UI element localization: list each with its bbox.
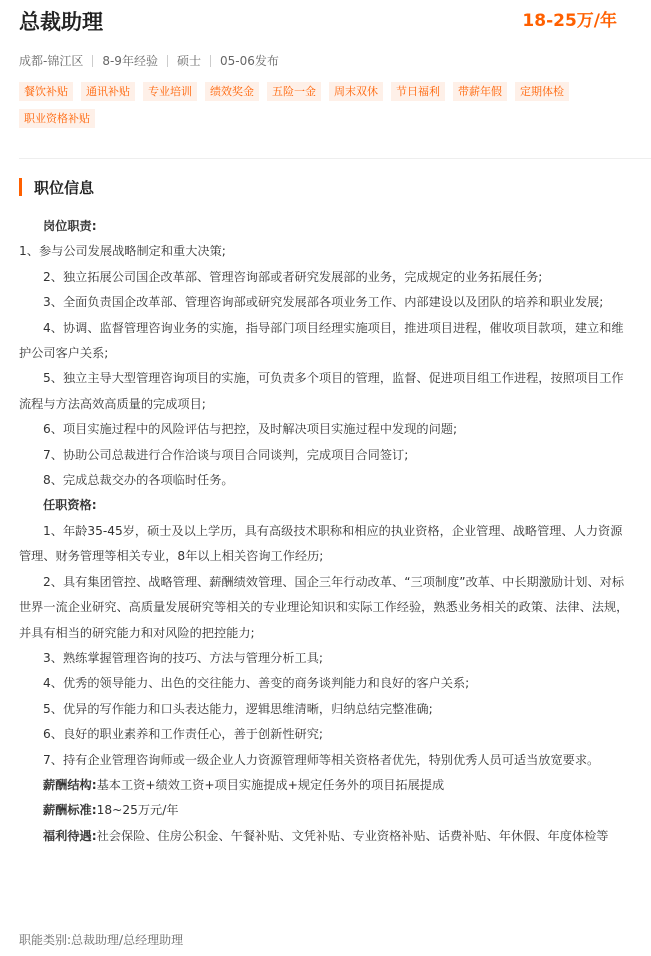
pay-standard <box>19 798 631 823</box>
job-experience: 8-9年经验 <box>102 54 158 68</box>
requirements-label: 任职资格: <box>43 498 97 513</box>
duty-item: 2、独立拓展公司国企改革部、管理咨询部或者研究发展部的业务，完成规定的业务拓展任务; <box>43 269 543 284</box>
benefit-tag: 五险一金 <box>267 82 321 101</box>
section-title: 职位信息 <box>34 178 95 197</box>
job-published: 05-06发布 <box>219 54 279 68</box>
requirement-item: 7、持有企业管理咨询师或一级企业人力资源管理师等相关资格者优先，特别优秀人员可适当放宽要求。 <box>43 752 600 767</box>
meta-divider <box>92 55 93 67</box>
job-description <box>19 214 631 849</box>
duty-item: 3、全面负责国企改革部、管理咨询部或研究发展部各项业务工作、内部建设以及团队的培养和职业发展; <box>43 295 604 310</box>
duty-item: 4、协调、监督管理咨询业务的实施，指导部门项目经理实施项目，推进项目进程，催收项目款项，建立和维护公司客户关系; <box>19 320 624 361</box>
benefit-tag: 专业培训 <box>143 82 197 101</box>
job-meta <box>19 52 279 69</box>
job-location: 成都-锦江区 <box>19 54 84 68</box>
duty-item: 8、完成总裁交办的各项临时任务。 <box>43 473 234 488</box>
job-salary: 18-25万/年 <box>522 11 617 31</box>
pay-structure <box>19 773 631 798</box>
benefit-tag: 带薪年假 <box>453 82 507 101</box>
job-title: 总裁助理 <box>19 10 103 34</box>
section-accent-bar <box>19 178 22 196</box>
pay-standard-label: 薪酬标准: <box>43 803 97 818</box>
meta-divider <box>167 55 168 67</box>
benefit-tag: 定期体检 <box>515 82 569 101</box>
benefit-tags <box>19 82 629 136</box>
pay-standard-value: 18~25万元/年 <box>96 803 179 818</box>
duty-item: 6、项目实施过程中的风险评估与把控，及时解决项目实施过程中发现的问题; <box>43 422 458 437</box>
requirement-item: 6、良好的职业素养和工作责任心，善于创新性研究; <box>43 727 323 742</box>
section-divider <box>19 158 651 159</box>
pay-structure-label: 薪酬结构: <box>43 777 97 792</box>
benefits-value: 社会保险、住房公积金、午餐补贴、文凭补贴、专业资格补贴、话费补贴、年休假、年度体检等 <box>96 828 609 843</box>
category-link[interactable]: 总裁助理/总经理助理 <box>71 933 184 947</box>
benefit-tag: 餐饮补贴 <box>19 82 73 101</box>
job-category <box>19 931 183 948</box>
job-education: 硕士 <box>176 54 201 68</box>
benefits-label: 福利待遇: <box>43 828 97 843</box>
duty-item: 7、协助公司总裁进行合作洽谈与项目合同谈判，完成项目合同签订; <box>43 447 409 462</box>
requirement-item: 5、优异的写作能力和口头表达能力，逻辑思维清晰，归纳总结完整准确; <box>43 701 433 716</box>
category-label: 职能类别: <box>19 933 72 947</box>
duty-item: 1、参与公司发展战略制定和重大决策; <box>19 244 226 259</box>
duty-item: 5、独立主导大型管理咨询项目的实施，可负责多个项目的管理，监督、促进项目组工作进程，按照项目工作流程与方法高效高质量的完成项目; <box>19 371 624 411</box>
benefit-tag: 节日福利 <box>391 82 445 101</box>
requirement-item: 4、优秀的领导能力、出色的交往能力、善变的商务谈判能力和良好的客户关系; <box>43 676 470 691</box>
section-header <box>19 177 94 197</box>
benefit-tag: 职业资格补贴 <box>19 109 95 128</box>
benefit-tag: 绩效奖金 <box>205 82 259 101</box>
pay-structure-value: 基本工资+绩效工资+项目实施提成+规定任务外的项目拓展提成 <box>96 777 445 792</box>
benefit-tag: 周末双休 <box>329 82 383 101</box>
duties-label: 岗位职责: <box>43 219 97 233</box>
requirement-item: 2、具有集团管控、战略管理、薪酬绩效管理、国企三年行动改革、“三项制度”改革、中长期激励计划、对标世界一流企业研究、高质量发展研究等相关的专业理论知识和实际工作经验，熟悉业务相关的政策、法律、法规，并具有相当的研究能力和对风险的把控能力; <box>19 574 629 640</box>
benefit-tag: 通讯补贴 <box>81 82 135 101</box>
benefits <box>19 824 631 849</box>
meta-divider <box>210 55 211 67</box>
requirement-item: 3、熟练掌握管理咨询的技巧、方法与管理分析工具; <box>43 650 323 665</box>
requirement-item: 1、年龄35-45岁，硕士及以上学历，具有高级技术职称和相应的执业资格，企业管理、战略管理、人力资源管理、财务管理等相关专业，8年以上相关咨询工作经历; <box>19 523 623 564</box>
